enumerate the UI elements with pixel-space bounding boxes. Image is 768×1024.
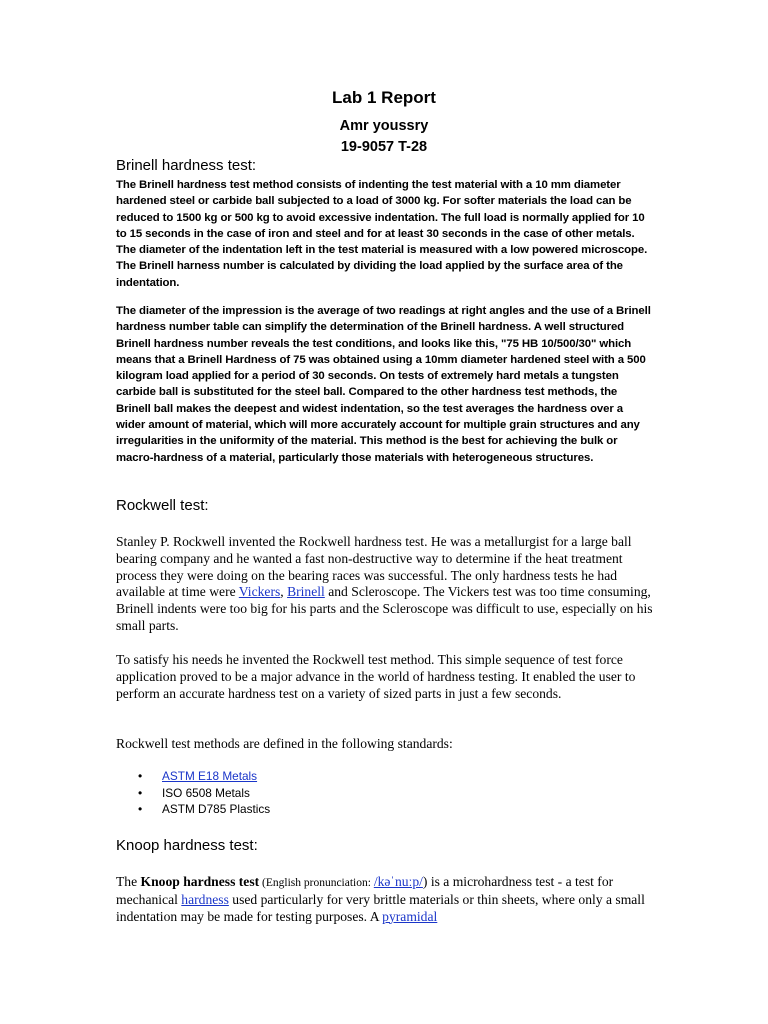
pyramidal-link[interactable]: pyramidal <box>382 908 438 924</box>
bullet-icon: • <box>138 802 143 817</box>
knoop-heading: Knoop hardness test: <box>116 837 258 854</box>
knoop-text-3: used particularly for very brittle materials or thin sheets, where only a small indentation may be made for testing purposes. A <box>116 891 645 924</box>
list-item <box>116 801 270 818</box>
brinell-heading: Brinell hardness test: <box>116 157 257 174</box>
brinell-paragraph-2: The diameter of the impression is the average of two readings at right angles and the use of a Brinell hardness number table can simplify the determination of the Brinell hardness. A well structured Brinell hardness number reveals the test conditions, and looks like this, "75 HB 10/500/30" which means that a Brinell Hardness of 75 was obtained using a 10mm diameter hardened steel with a 500 kilogram load applied for a period of 30 seconds. On tests of extremely hard metals a tungsten carbide ball is substituted for the steel ball. Compared to the other hardness test methods, the Brinell ball makes the deepest and widest indentation, so the test averages the hardness over a wider amount of material, which will more accurately account for multiple grain structures and any irregularities in the uniformity of the material. This method is the best for achieving the bulk or macro-hardness of a material, particularly those materials with heterogeneous structures. <box>116 305 651 464</box>
rockwell-p1-text-a: Stanley P. Rockwell invented the Rockwell hardness test. He was a metallurgist for a large ball bearing company and he wanted a fast non-destructive way to determine if the heat treatment process they were doing on the bearing races was successful. The only hardness tests he had available at time were <box>116 534 632 600</box>
knoop-text-2: ) is a microhardness test - a test for mechanical <box>116 874 614 907</box>
rockwell-p1-text-b: and Scleroscope. The Vickers test was too time consuming, Brinell indents were too big for his parts and the Scleroscope was difficult to use, especially on his small parts. <box>116 584 653 633</box>
vickers-link[interactable]: Vickers <box>238 584 281 600</box>
standard-astm-e18-link[interactable]: ASTM E18 Metals <box>162 769 258 783</box>
knoop-text-1: The <box>116 874 141 889</box>
hardness-link[interactable]: hardness <box>181 891 229 907</box>
list-item <box>116 768 270 785</box>
rockwell-p1-comma: , <box>280 584 288 600</box>
standard-astm-d785: ASTM D785 Plastics <box>162 802 271 817</box>
rockwell-heading: Rockwell test: <box>116 497 209 514</box>
standard-iso-6508: ISO 6508 Metals <box>162 785 250 800</box>
author-block <box>0 116 768 158</box>
page-title: Lab 1 Report <box>332 88 436 107</box>
brinell-paragraph-1: The Brinell hardness test method consists of indenting the test material with a 10 mm diameter hardened steel or carbide ball subjected to a load of 3000 kg. For softer materials the load can be reduced to 1500 kg or 500 kg to avoid excessive indentation. The full load is normally applied for 10 to 15 seconds in the case of iron and steel and for at least 30 seconds in the case of other metals. The diameter of the indentation left in the test material is measured with a low powered microscope. The Brinell harness number is calculated by dividing the load applied by the surface area of the indentation. <box>116 179 648 289</box>
brinell-link[interactable]: Brinell <box>287 584 325 600</box>
knoop-paragraph <box>116 874 656 925</box>
knoop-term: Knoop hardness test <box>140 874 260 889</box>
ipa-link[interactable]: /kəˈnuːp/ <box>373 874 423 889</box>
knoop-pronunciation-label: (English pronunciation: <box>259 877 374 889</box>
rockwell-paragraph-1 <box>116 534 656 635</box>
rockwell-paragraph-2: To satisfy his needs he invented the Rockwell test method. This simple sequence of test force application proved to be a major advance in the world of hardness testing. It enabled the user to perform an accurate hardness test on a variety of sized parts in just a few seconds. <box>116 652 636 701</box>
author-id: 19-9057 T-28 <box>340 139 428 155</box>
bullet-icon: • <box>138 769 143 783</box>
author-name: Amr youssry <box>339 118 429 134</box>
list-item <box>116 785 270 802</box>
standards-list <box>116 768 270 818</box>
bullet-icon: • <box>138 785 143 800</box>
rockwell-paragraph-3: Rockwell test methods are defined in the following standards: <box>116 736 453 751</box>
